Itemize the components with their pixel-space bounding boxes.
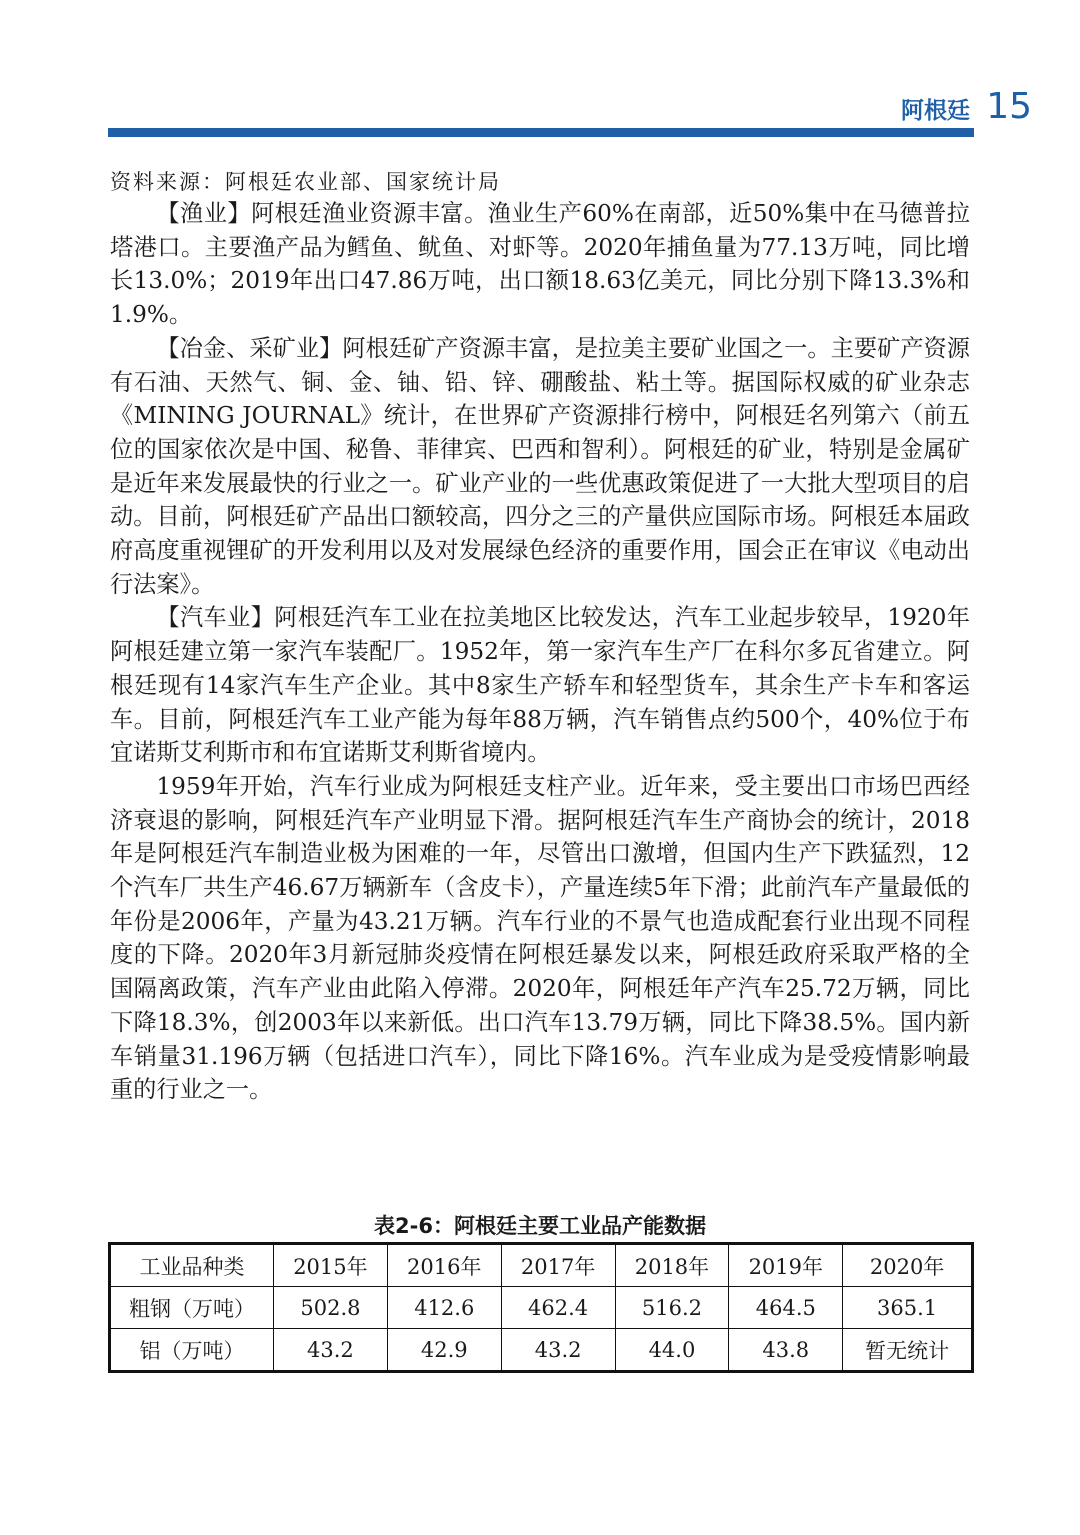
body-text: [110, 197, 970, 1107]
table-cell: 暂无统计: [843, 1329, 973, 1372]
table-header-cell: 2015年: [274, 1244, 388, 1287]
table-header-cell: 2016年: [387, 1244, 501, 1287]
table-header-cell: 2018年: [615, 1244, 729, 1287]
paragraph-fishery: 【渔业】阿根廷渔业资源丰富。渔业生产60%在南部，近50%集中在马德普拉塔港口。主要渔产品为鳕鱼、鱿鱼、对虾等。2020年捕鱼量为77.13万吨，同比增长13.0%；2019年出口47.86万吨，出口额18.63亿美元，同比分别下降13.3%和1.9%。: [110, 200, 970, 329]
table-cell: 43.2: [501, 1329, 615, 1372]
table-header-cell: 2017年: [501, 1244, 615, 1287]
table-cell: 42.9: [387, 1329, 501, 1372]
header-rule: [108, 128, 974, 137]
table-header-cell: 2019年: [729, 1244, 843, 1287]
table-cell: 铝（万吨）: [110, 1329, 274, 1372]
table-header-cell: 2020年: [843, 1244, 973, 1287]
table-cell: 516.2: [615, 1287, 729, 1329]
table-cell: 43.2: [274, 1329, 388, 1372]
table-cell: 43.8: [729, 1329, 843, 1372]
table-row: [110, 1329, 973, 1372]
table-row: [110, 1287, 973, 1329]
paragraph-mining: 【冶金、采矿业】阿根廷矿产资源丰富，是拉美主要矿业国之一。主要矿产资源有石油、天然气、铜、金、铀、铅、锌、硼酸盐、粘土等。据国际权威的矿业杂志《MINING JOURNAL》统计，在世界矿产资源排行榜中，阿根廷名列第六（前五位的国家依次是中国、秘鲁、菲律宾、巴西和智利）。阿根廷的矿业，特别是金属矿是近年来发展最快的行业之一。矿业产业的一些优惠政策促进了一大批大型项目的启动。目前，阿根廷矿产品出口额较高，四分之三的产量供应国际市场。阿根廷本届政府高度重视锂矿的开发利用以及对发展绿色经济的重要作用，国会正在审议《电动出行法案》。: [110, 334, 970, 598]
table-cell: 粗钢（万吨）: [110, 1287, 274, 1329]
table-cell: 44.0: [615, 1329, 729, 1372]
paragraph-automotive: 【汽车业】阿根廷汽车工业在拉美地区比较发达，汽车工业起步较早，1920年阿根廷建立第一家汽车装配厂。1952年，第一家汽车生产厂在科尔多瓦省建立。阿根廷现有14家汽车生产企业。其中8家生产轿车和轻型货车，其余生产卡车和客运车。目前，阿根廷汽车工业产能为每年88万辆，汽车销售点约500个，40%位于布宜诺斯艾利斯市和布宜诺斯艾利斯省境内。: [110, 604, 970, 767]
industrial-capacity-table: [108, 1242, 974, 1373]
table-header-row: [110, 1244, 973, 1287]
table-cell: 464.5: [729, 1287, 843, 1329]
table-caption: 表2-6：阿根廷主要工业品产能数据: [374, 1214, 706, 1238]
source-note: 资料来源：阿根廷农业部、国家统计局: [110, 170, 501, 194]
header-country-title: 阿根廷: [901, 98, 970, 124]
page-number: 15: [986, 86, 1032, 127]
paragraph-automotive-decline: 1959年开始，汽车行业成为阿根廷支柱产业。近年来，受主要出口市场巴西经济衰退的影响，阿根廷汽车产业明显下滑。据阿根廷汽车生产商协会的统计，2018年是阿根廷汽车制造业极为困难的一年，尽管出口激增，但国内生产下跌猛烈，12个汽车厂共生产46.67万辆新车（含皮卡），产量连续5年下滑；此前汽车产量最低的年份是2006年，产量为43.21万辆。汽车行业的不景气也造成配套行业出现不同程度的下降。2020年3月新冠肺炎疫情在阿根廷暴发以来，阿根廷政府采取严格的全国隔离政策，汽车产业由此陷入停滞。2020年，阿根廷年产汽车25.72万辆，同比下降18.3%，创2003年以来新低。出口汽车13.79万辆，同比下降38.5%。国内新车销量31.196万辆（包括进口汽车），同比下降16%。汽车业成为是受疫情影响最重的行业之一。: [110, 772, 970, 1104]
table-header-cell: 工业品种类: [110, 1244, 274, 1287]
table-cell: 365.1: [843, 1287, 973, 1329]
table-cell: 502.8: [274, 1287, 388, 1329]
table-cell: 412.6: [387, 1287, 501, 1329]
table-cell: 462.4: [501, 1287, 615, 1329]
